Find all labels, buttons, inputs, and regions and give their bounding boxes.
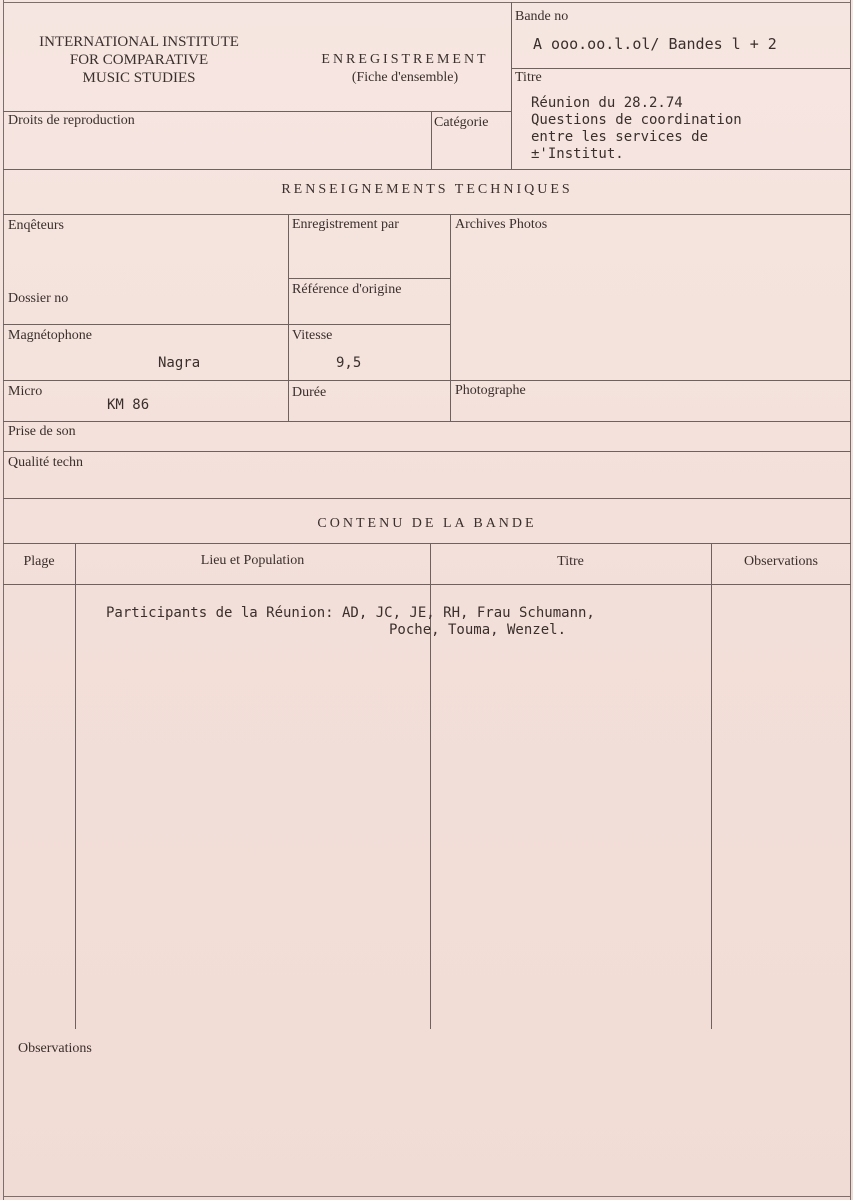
institute-line-2: FOR COMPARATIVE: [69, 52, 209, 68]
titre-line-1: Réunion du 28.2.74: [531, 95, 683, 111]
participants-entry-line-2: Poche, Touma, Wenzel.: [389, 622, 567, 638]
titre-line-4: ±'Institut.: [531, 146, 624, 162]
col-titre-header: Titre: [557, 554, 584, 569]
bande-value: A ooo.oo.l.ol/ Bandes l + 2: [533, 35, 777, 53]
col-plage-header: Plage: [23, 554, 55, 569]
titre-line-2: Questions de coordination: [531, 112, 742, 128]
form-subtitle: (Fiche d'ensemble): [351, 70, 459, 85]
header-divider-vertical: [511, 2, 512, 169]
institute-line-3: MUSIC STUDIES: [82, 70, 196, 86]
enregistrement-reference-divider: [288, 278, 450, 279]
form-title: ENREGISTREMENT: [321, 52, 489, 67]
page-border-left: [3, 0, 4, 1200]
tech-section-title: RENSEIGNEMENTS TECHNIQUES: [281, 182, 573, 197]
prise-bottom-rule: [3, 451, 851, 452]
categorie-label: Catégorie: [434, 115, 489, 130]
prise-label: Prise de son: [8, 424, 76, 439]
institute-line-1: INTERNATIONAL INSTITUTE: [39, 34, 239, 50]
dossier-label: Dossier no: [8, 291, 69, 306]
enqueteurs-label: Enqêteurs: [8, 218, 64, 233]
titre-line-3: entre les services de: [531, 129, 709, 145]
observations-label: Observations: [18, 1041, 92, 1056]
micro-bottom-rule: [3, 421, 851, 422]
contenu-header-top-rule: [3, 543, 851, 544]
tech-divider-1: [288, 214, 289, 421]
tech-top-rule: [3, 214, 851, 215]
qualite-label: Qualité techn: [8, 455, 84, 470]
page-border-top: [3, 2, 851, 3]
magnetophone-label: Magnétophone: [8, 328, 92, 343]
categorie-divider: [431, 111, 432, 169]
header-end-rule: [3, 169, 851, 170]
magnetophone-value: Nagra: [158, 355, 201, 371]
institute-name: [8, 33, 270, 87]
titre-column-divider: [711, 543, 712, 1029]
contenu-section-title: CONTENU DE LA BANDE: [317, 516, 537, 531]
bande-titre-divider: [511, 68, 850, 69]
enregistrement-par-label: Enregistrement par: [292, 217, 399, 232]
magnetophone-bottom-rule: [3, 380, 851, 381]
micro-label: Micro: [8, 384, 43, 399]
bande-label: Bande no: [515, 9, 569, 24]
col-lieu-header: Lieu et Population: [200, 553, 305, 568]
micro-value: KM 86: [107, 397, 150, 413]
tech-divider-2: [450, 214, 451, 421]
titre-value: [531, 95, 742, 163]
titre-label: Titre: [515, 70, 542, 85]
archives-photos-label: Archives Photos: [455, 217, 548, 232]
qualite-bottom-rule: [3, 498, 851, 499]
dossier-bottom-rule: [3, 324, 450, 325]
duree-label: Durée: [292, 385, 327, 400]
vitesse-value: 9,5: [336, 355, 362, 371]
page-border-bottom: [3, 1196, 851, 1197]
photographe-label: Photographe: [455, 383, 526, 398]
plage-column-divider: [75, 543, 76, 1029]
contenu-header-bottom-rule: [3, 584, 851, 585]
reference-label: Référence d'origine: [292, 282, 402, 297]
participants-entry-line-1: Participants de la Réunion: AD, JC, JE, RH, Frau Schumann,: [106, 605, 595, 621]
col-observations-header: Observations: [744, 554, 818, 569]
vitesse-label: Vitesse: [292, 328, 333, 343]
droits-label: Droits de reproduction: [8, 113, 135, 128]
header-bottom-rule: [3, 111, 511, 112]
page-border-right: [850, 0, 851, 1200]
